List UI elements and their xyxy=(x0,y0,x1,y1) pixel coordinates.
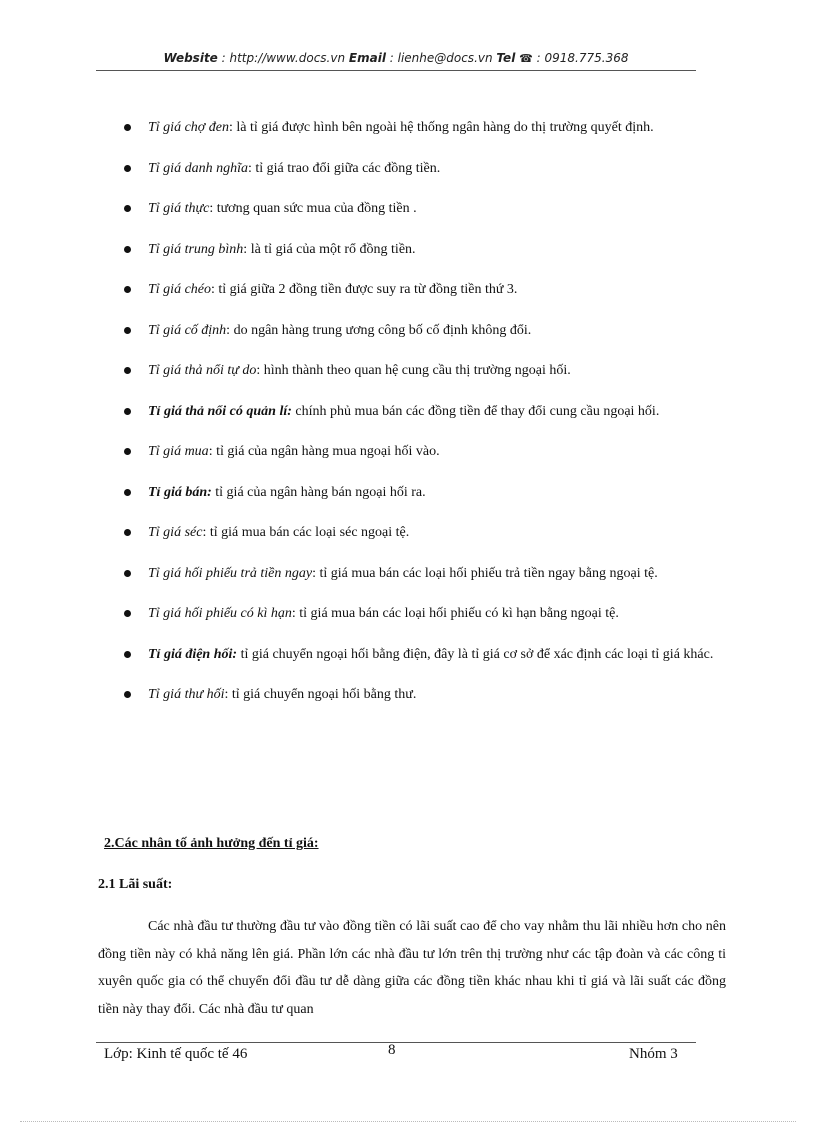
bullet-separator: : xyxy=(224,687,229,702)
email-sep: : xyxy=(385,51,398,65)
bullet-icon xyxy=(124,448,131,455)
list-item xyxy=(121,316,727,345)
bullet-text: là tỉ giá của một rổ đồng tiền. xyxy=(247,241,416,257)
list-item xyxy=(121,680,727,709)
bullet-text: là tỉ giá được hình bên ngoài hệ thống ngân hàng do thị trường quyết định. xyxy=(232,120,654,135)
page-number: 8 xyxy=(388,1042,396,1058)
email-label: Email xyxy=(348,51,386,65)
section-title: 2.Các nhân tố ảnh hưởng đến tỉ giá: xyxy=(104,836,319,851)
bullet-text: tỉ giá chuyển ngoại hối bằng điện, đây là tỉ giá cơ sở để xác định các loại tỉ giá khác. xyxy=(237,646,714,662)
bullet-separator: : xyxy=(247,160,252,176)
bullet-text: chính phủ mua bán các đồng tiền để thay đổi cung cầu ngoại hối. xyxy=(291,403,660,419)
phone-icon: ☎ xyxy=(519,52,533,65)
bullet-icon xyxy=(124,367,131,374)
list-item xyxy=(121,559,727,588)
bullet-text: do ngân hàng trung ương công bố cố định không đổi. xyxy=(230,322,532,338)
footer-rule xyxy=(96,1042,696,1043)
bullet-separator: : xyxy=(209,201,214,216)
footer-class-label: Lớp: Kinh tế quốc tế 46 xyxy=(104,1046,248,1062)
bullet-icon xyxy=(124,286,131,293)
bullet-term: Tỉ giá séc xyxy=(148,525,203,540)
bullet-text: tỉ giá mua bán các loại hối phiếu trả tiền ngay bằng ngoại tệ. xyxy=(316,565,658,581)
bullet-term: Tỉ giá điện hối: xyxy=(148,646,238,662)
bullet-separator: : xyxy=(228,120,233,135)
list-item xyxy=(121,154,727,183)
bullet-term: Tỉ giá hối phiếu có kì hạn xyxy=(148,606,292,621)
bullet-text: tỉ giá của ngân hàng bán ngoại hối ra. xyxy=(211,484,426,500)
list-item xyxy=(121,640,727,669)
list-item xyxy=(121,599,727,628)
bullet-icon xyxy=(124,124,131,131)
bullet-icon xyxy=(124,570,131,577)
bullet-separator: : xyxy=(226,322,231,338)
bullet-term: Tỉ giá trung bình xyxy=(148,241,244,257)
header-rule xyxy=(96,70,696,71)
website-sep: : xyxy=(217,51,230,65)
body-paragraph: Các nhà đầu tư thường đầu tư vào đồng tiền có lãi suất cao để cho vay nhằm thu lãi nhiều hơn cho nên đồng tiền này có khả năng lên giá. Phần lớn các nhà đầu tư lớn trên thị trường như các tập đoàn và các công ti xuyên quốc gia có thể chuyển đổi đầu tư dễ dàng giữa các đồng tiền khác nhau khi tỉ giá và lãi suất các đồng tiền này thay đổi. Các nhà đầu tư quan xyxy=(98,919,726,1017)
list-item xyxy=(121,518,727,547)
list-item xyxy=(121,437,727,466)
list-item xyxy=(121,194,727,223)
bullet-separator: : xyxy=(312,565,316,581)
bullet-text: tỉ giá chuyển ngoại hối bằng thư. xyxy=(228,687,417,702)
bullet-separator: : xyxy=(291,606,296,621)
bullet-term: Tỉ giá thả nổi có quản lí: xyxy=(148,403,292,419)
bullet-icon xyxy=(124,651,131,658)
page-edge xyxy=(20,1121,796,1122)
bullet-term: Tỉ giá cố định xyxy=(148,322,227,338)
list-item xyxy=(121,397,727,426)
bullet-separator: : xyxy=(256,363,261,378)
bullet-text: tương quan sức mua của đồng tiền . xyxy=(213,201,417,216)
bullet-icon xyxy=(124,408,131,415)
bullet-term: Tỉ giá bán: xyxy=(148,484,212,500)
exchange-rate-list xyxy=(121,113,727,721)
bullet-term: Tỉ giá thư hối xyxy=(148,687,225,702)
tel-label: Tel xyxy=(496,51,516,65)
bullet-term: Tỉ giá thực xyxy=(148,201,210,216)
list-item xyxy=(121,275,727,304)
bullet-icon xyxy=(124,691,131,698)
website-label: Website xyxy=(163,51,218,65)
tel-sep: : xyxy=(532,51,545,65)
bullet-term: Tỉ giá thả nổi tự do xyxy=(148,363,257,378)
bullet-icon xyxy=(124,489,131,496)
bullet-icon xyxy=(124,205,131,212)
footer-group-label: Nhóm 3 xyxy=(629,1046,678,1062)
bullet-icon xyxy=(124,610,131,617)
bullet-icon xyxy=(124,165,131,172)
bullet-text: tỉ giá mua bán các loại séc ngoại tệ. xyxy=(206,525,410,540)
list-item xyxy=(121,113,727,142)
bullet-text: hình thành theo quan hệ cung cầu thị trường ngoại hối. xyxy=(260,363,571,378)
bullet-icon xyxy=(124,246,131,253)
bullet-separator: : xyxy=(202,525,207,540)
website-url[interactable]: http://www.docs.vn xyxy=(229,51,346,65)
list-item xyxy=(121,478,727,507)
bullet-text: tỉ giá của ngân hàng mua ngoại hối vào. xyxy=(212,444,440,459)
list-item xyxy=(121,356,727,385)
bullet-term: Tỉ giá hối phiếu trả tiền ngay xyxy=(148,565,313,581)
page-header xyxy=(96,51,696,65)
bullet-icon xyxy=(124,529,131,536)
bullet-term: Tỉ giá chợ đen xyxy=(148,120,229,135)
tel-value: 0918.775.368 xyxy=(544,51,629,65)
subsection-title: 2.1 Lãi suất: xyxy=(98,877,173,892)
bullet-separator: : xyxy=(243,241,248,257)
bullet-separator: : xyxy=(208,444,213,459)
bullet-icon xyxy=(124,327,131,334)
bullet-text: tỉ giá trao đổi giữa các đồng tiền. xyxy=(251,160,441,176)
bullet-text: tỉ giá mua bán các loại hối phiếu có kì hạn bằng ngoại tệ. xyxy=(295,606,619,621)
email-value[interactable]: lienhe@docs.vn xyxy=(397,51,493,65)
bullet-term: Tỉ giá mua xyxy=(148,444,209,459)
bullet-separator: : xyxy=(211,282,215,297)
list-item xyxy=(121,235,727,264)
bullet-term: Tỉ giá danh nghĩa xyxy=(148,160,248,176)
bullet-term: Tỉ giá chéo xyxy=(148,282,211,297)
bullet-text: tỉ giá giữa 2 đồng tiền được suy ra từ đồng tiền thứ 3. xyxy=(214,282,518,297)
